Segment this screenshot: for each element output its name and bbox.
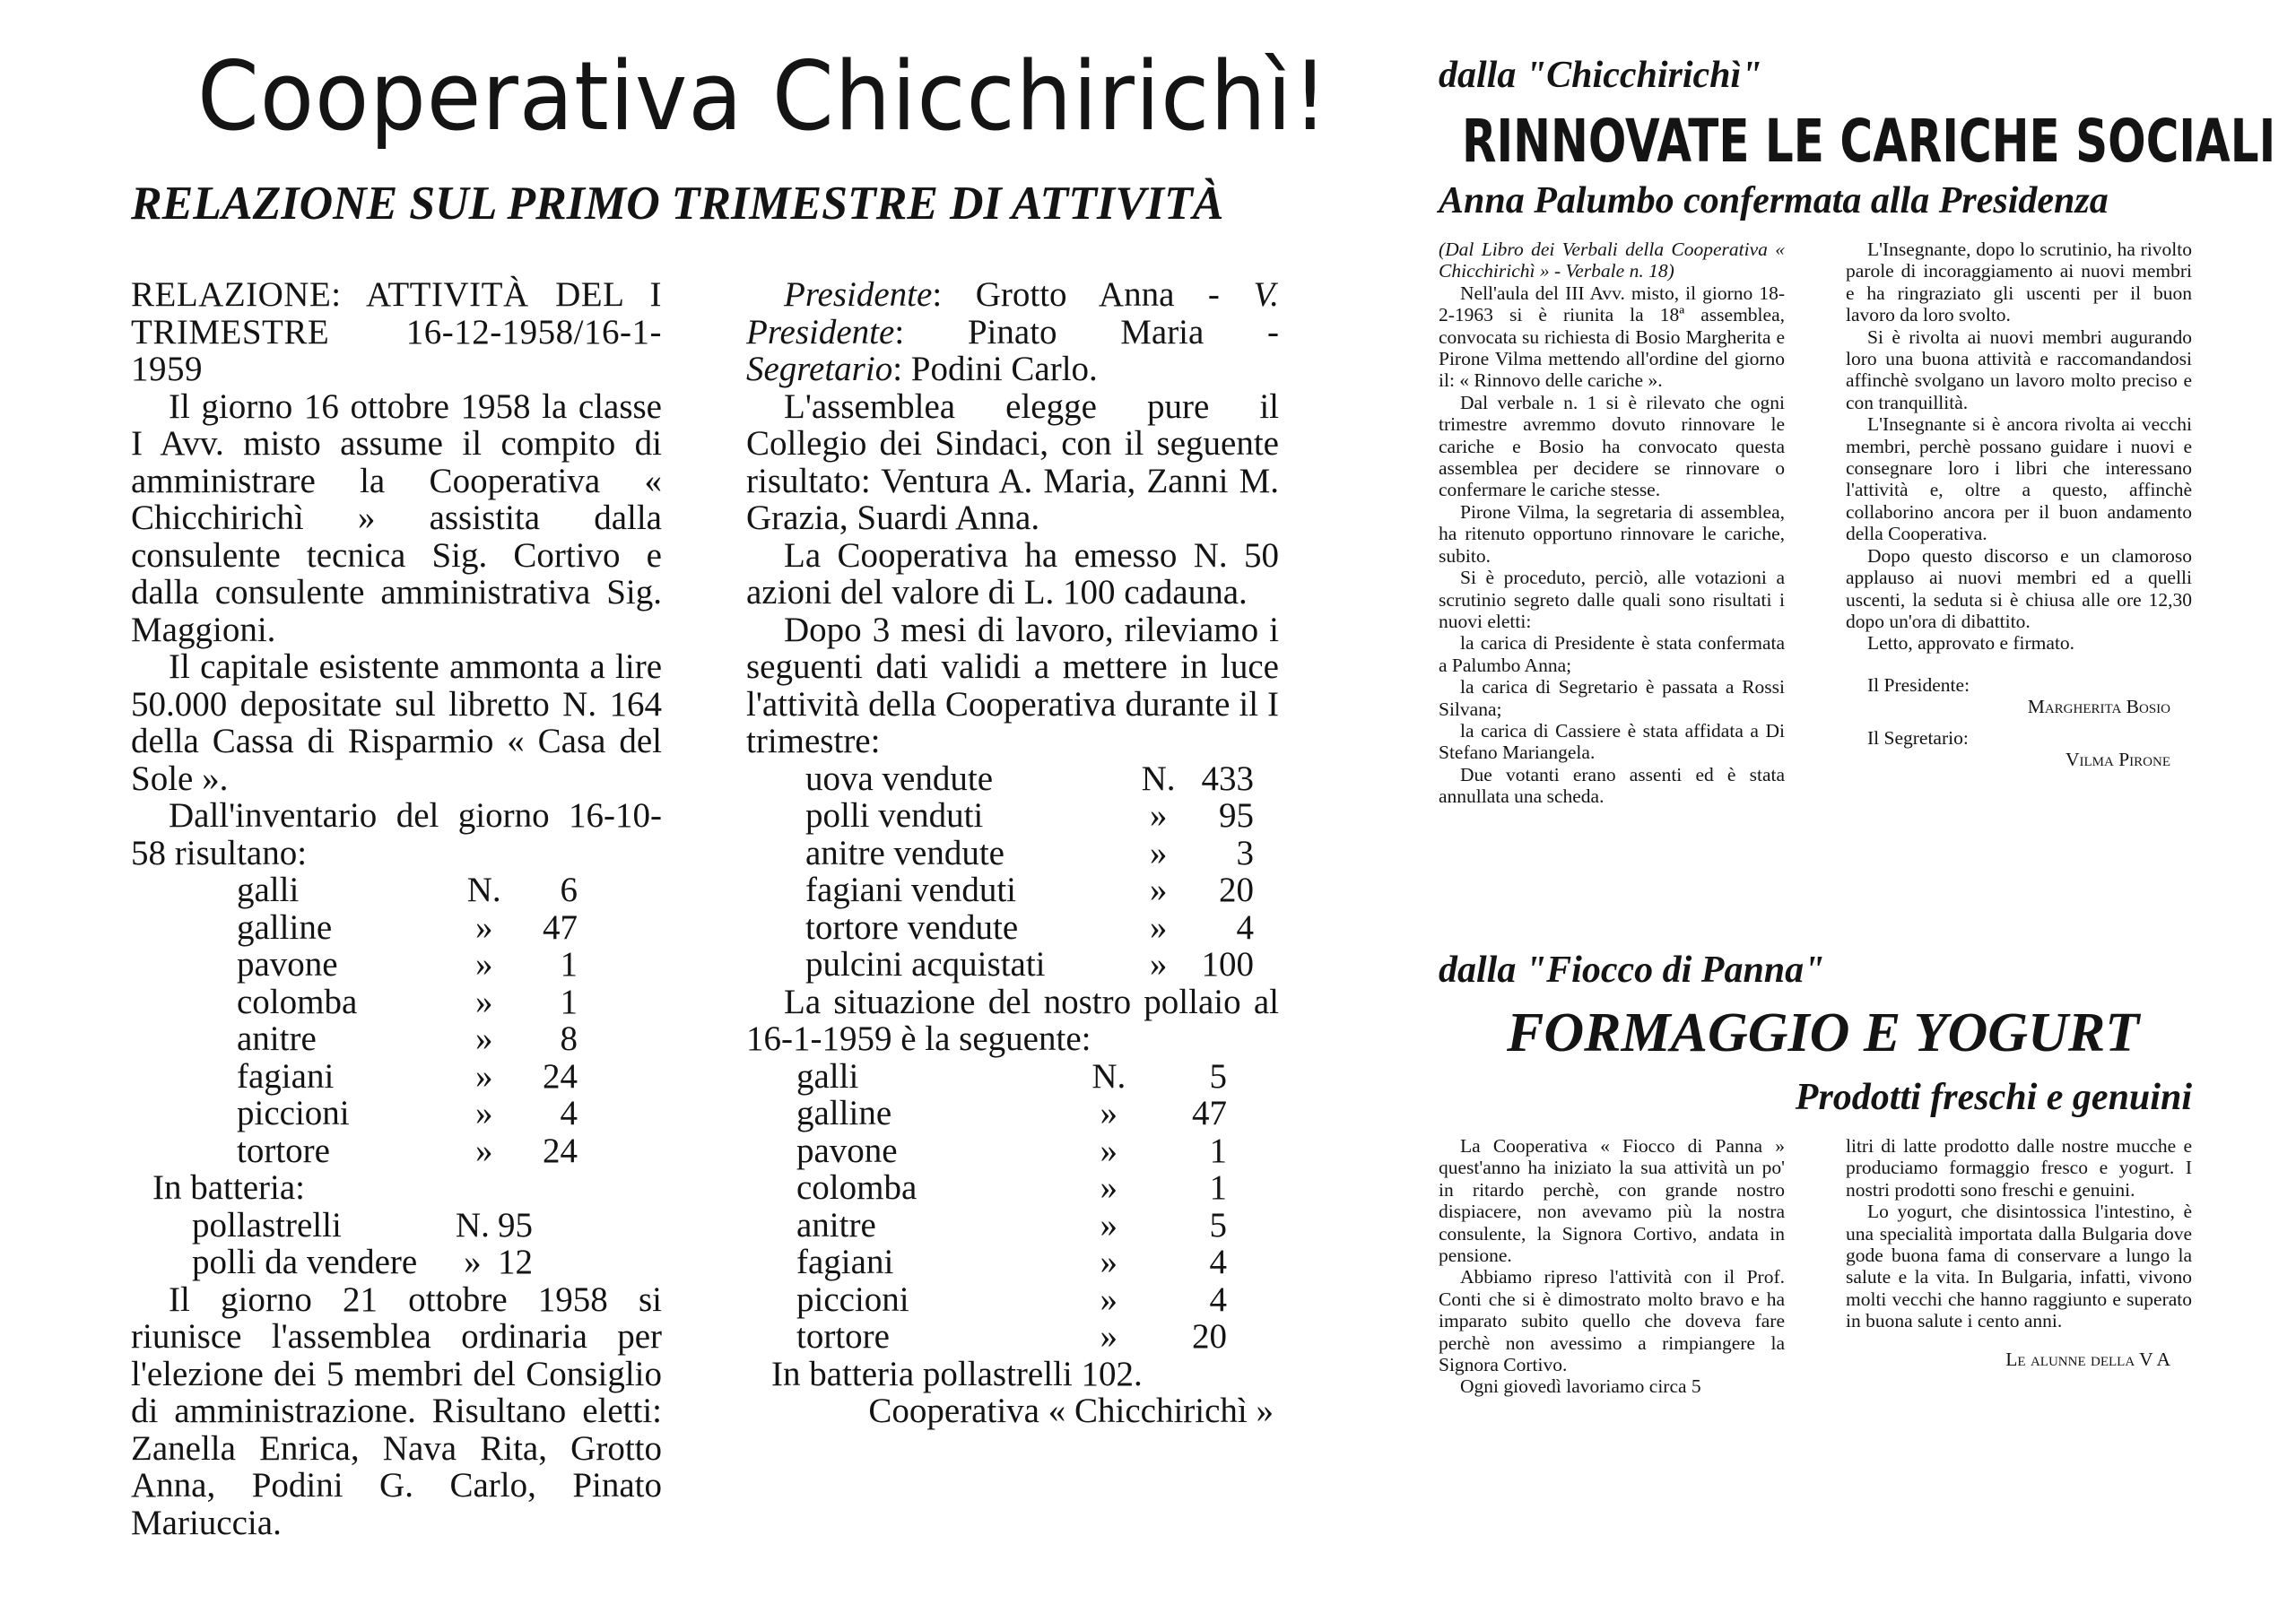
paragraph: Si è rivolta ai nuovi membri augurando loro una buona attività e raccomandandosi affinchè svolgano un lavoro molto preciso e con tranquillità. xyxy=(1846,325,2192,413)
table-row: polli venduti » 95 xyxy=(805,796,1254,835)
secretary-name: Vilma Pirone xyxy=(2065,748,2170,770)
paragraph: la carica di Presidente è stata confermata a Palumbo Anna; xyxy=(1439,632,1785,676)
left-column-2 xyxy=(746,276,1279,1430)
left-column-1 xyxy=(131,276,662,1541)
cariche-column-2 xyxy=(1846,239,2192,770)
table-row: colomba » 1 xyxy=(796,1168,1227,1207)
table-row: polli da vendere » 12 xyxy=(192,1243,533,1281)
paragraph: Dopo 3 mesi di lavoro, rileviamo i seguenti dati validi a mettere in luce l'attività della Cooperativa durante il I trimestre: xyxy=(746,610,1279,760)
paragraph: Il giorno 21 ottobre 1958 si riunisce l'assemblea ordinaria per l'elezione dei 5 membri del Consiglio di amministrazione. Risultano eletti: Zanella Enrica, Nava Rita, Grotto Anna, Podini G. Carlo, Pinato Mariuccia. xyxy=(131,1279,662,1542)
paragraph: Abbiamo ripreso l'attività con il Prof. Conti che si è dimostrato molto bravo e ha imparato subito quello che doveva fare perchè non avessimo a rimpiangere la Signora Cortivo. xyxy=(1439,1266,1785,1376)
paragraph: Due votanti erano assenti ed è stata annullata una scheda. xyxy=(1439,763,1785,808)
source-note: (Dal Libro dei Verbali della Cooperativa « Chicchirichì » - Verbale n. 18) xyxy=(1439,239,1785,282)
formaggio-column-1 xyxy=(1439,1135,1785,1398)
table-row: fagiani venduti » 20 xyxy=(805,871,1254,909)
table-row: anitre » 5 xyxy=(796,1205,1227,1245)
kicker-chicchirichi: dalla "Chicchirichì" xyxy=(1439,55,1762,96)
table-row: pulcini acquistati » 100 xyxy=(805,945,1254,984)
table-row: galli N. 6 xyxy=(237,871,578,909)
sales-table xyxy=(805,760,1254,984)
paragraph: Pirone Vilma, la segretaria di assemblea, ha ritenuto opportuno rinnovare le cariche, subito. xyxy=(1439,500,1785,567)
paragraph: Il giorno 16 ottobre 1958 la classe I Avv. misto assume il compito di amministrare la Cooperativa « Chicchirichì » assistita dalla consulente tecnica Sig. Cortivo e dalla consulente amministrativa Sig. Maggioni. xyxy=(131,386,662,649)
table-row: pavone » 1 xyxy=(796,1131,1227,1170)
paragraph: Dopo questo discorso e un clamoroso applauso ai nuovi membri ed a quelli uscenti, la seduta si è chiusa alle ore 12,30 dopo un'ora di dibattito. xyxy=(1846,544,2192,632)
paragraph: la carica di Cassiere è stata affidata a Di Stefano Mariangela. xyxy=(1439,719,1785,764)
left-title: Cooperativa Chicchirichì! xyxy=(197,41,1329,152)
secretary-label: Il Segretario: xyxy=(1867,726,1969,749)
president-name: Margherita Bosio xyxy=(2027,696,2170,718)
paragraph: L'Insegnante, dopo lo scrutinio, ha rivolto parole di incoraggiamento ai nuovi membri e ha ringraziato gli uscenti per il buon lavoro da loro svolto. xyxy=(1846,239,2192,326)
inventory-table xyxy=(237,872,578,1169)
table-row: tortore » 24 xyxy=(237,1131,578,1170)
officers-paragraph: Presidente: Grotto Anna - V. Presidente: Pinato Maria - Segretario: Podini Carlo. xyxy=(746,275,1279,388)
paragraph: La Cooperativa « Fiocco di Panna » quest'anno ha iniziato la sua attività un po' in ritardo perchè, con grande nostro dispiacere, non avevamo più la nostra consulente, la Signora Cortivo, andata in pensione. xyxy=(1439,1135,1785,1267)
paragraph: Il capitale esistente ammonta a lire 50.000 depositate sul libretto N. 164 della Cassa di Risparmio « Casa del Sole ». xyxy=(131,647,662,798)
paragraph: Dall'inventario del giorno 16-10-58 risultano: xyxy=(131,796,662,872)
paragraph: Nell'aula del III Avv. misto, il giorno 18-2-1963 si è riunita la 18ª assemblea, convocata su richiesta di Bosio Margherita e Pirone Vilma mettendo all'ordine del giorno il: « Rinnovo delle cariche ». xyxy=(1439,282,1785,392)
paragraph: litri di latte prodotto dalle nostre mucche e produciamo formaggio fresco e yogurt. I nostri prodotti sono freschi e genuini. xyxy=(1846,1135,2192,1201)
battery-table xyxy=(192,1207,533,1281)
paragraph: Ogni giovedì lavoriamo circa 5 xyxy=(1460,1375,1701,1398)
paragraph: Si è proceduto, perciò, alle votazioni a scrutinio segreto dalle quali sono risultati i nuovi eletti: xyxy=(1439,567,1785,632)
cariche-column-1 xyxy=(1439,239,1785,808)
left-signature: Cooperativa « Chicchirichì » xyxy=(868,1392,1274,1430)
paragraph: L'Insegnante si è ancora rivolta ai vecchi membri, perchè possano guidare i nuovi e consegnare loro i libri che interessano l'attività e, oltre a questo, affinchè collaborino ancora per il buon andamento della Cooperativa. xyxy=(1846,413,2192,545)
table-row: fagiani » 4 xyxy=(796,1243,1227,1281)
table-row: galline » 47 xyxy=(237,907,578,947)
paragraph: Lo yogurt, che disintossica l'intestino, è una specialità importata dalla Bulgaria dove gode buona fama di conservare a lungo la salute e la vita. In Bulgaria, infatti, vivono molti vecchi che hanno raggiunto e superato in buona salute i cento anni. xyxy=(1846,1201,2192,1332)
table-row: galli N. 5 xyxy=(796,1056,1227,1096)
table-row: colomba » 1 xyxy=(237,982,578,1021)
table-row: uova vendute N. 433 xyxy=(805,759,1254,798)
subhead-presidenza: Anna Palumbo confermata alla Presidenza xyxy=(1439,180,2109,221)
subhead-prodotti: Prodotti freschi e genuini xyxy=(1795,1077,2192,1118)
formaggio-signature: Le alunne della V A xyxy=(2005,1348,2170,1370)
paragraph: Letto, approvato e firmato. xyxy=(1867,632,2075,655)
headline-formaggio: FORMAGGIO E YOGURT xyxy=(1507,1002,2140,1063)
table-row: anitre » 8 xyxy=(237,1019,578,1058)
president-label: Il Presidente: xyxy=(1867,673,1970,696)
table-row: tortore » 20 xyxy=(796,1317,1227,1356)
table-row: tortore vendute » 4 xyxy=(805,907,1254,947)
table-row: piccioni » 4 xyxy=(796,1279,1227,1319)
formaggio-column-2 xyxy=(1846,1135,2192,1370)
table-row: pavone » 1 xyxy=(237,945,578,984)
table-row: galline » 47 xyxy=(796,1094,1227,1132)
paragraph: L'assemblea elegge pure il Collegio dei Sindaci, con il seguente risultato: Ventura A. Maria, Zanni M. Grazia, Suardi Anna. xyxy=(746,386,1279,537)
paragraph: La situazione del nostro pollaio al 16-1-1959 è la seguente: xyxy=(746,982,1279,1058)
kicker-fiocco: dalla "Fiocco di Panna" xyxy=(1439,950,1825,991)
paragraph: Dal verbale n. 1 si è rilevato che ogni trimestre avremmo dovuto rinnovare le cariche e Bosio ha convocato questa assemblea per decidere se rinnovare o confermare le cariche stesse. xyxy=(1439,391,1785,501)
stock-table xyxy=(796,1058,1227,1356)
table-row: anitre vendute » 3 xyxy=(805,833,1254,872)
battery-line: In batteria pollastrelli 102. xyxy=(771,1354,1143,1393)
paragraph: La Cooperativa ha emesso N. 50 azioni del valore di L. 100 cadauna. xyxy=(746,535,1279,612)
left-subtitle: RELAZIONE SUL PRIMO TRIMESTRE DI ATTIVITÀ xyxy=(131,178,1224,230)
table-row: fagiani » 24 xyxy=(237,1056,578,1096)
paragraph: la carica di Segretario è passata a Rossi Silvana; xyxy=(1439,676,1785,720)
headline-cariche: RINNOVATE LE CARICHE SOCIALI xyxy=(1462,107,2276,176)
table-row: piccioni » 4 xyxy=(237,1094,578,1132)
table-row: pollastrelli N. 95 xyxy=(192,1205,533,1245)
report-heading: RELAZIONE: ATTIVITÀ DEL I TRIMESTRE 16-12-1958/16-1-1959 xyxy=(131,275,662,388)
battery-label: In batteria: xyxy=(152,1168,305,1207)
